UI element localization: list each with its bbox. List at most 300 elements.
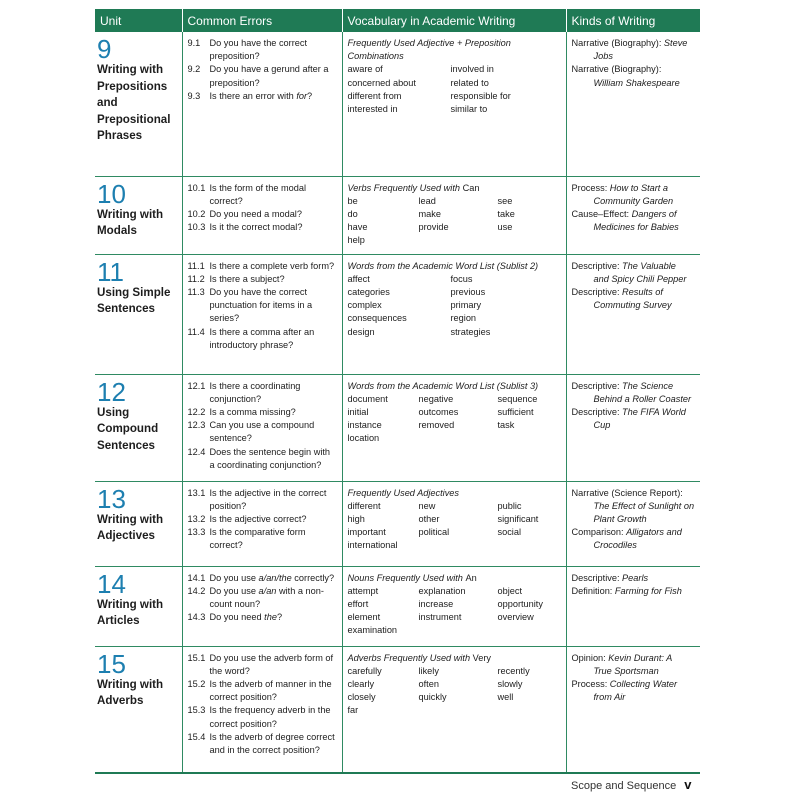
vocabulary-word bbox=[498, 432, 568, 445]
unit-cell bbox=[95, 566, 182, 646]
writing-assignment bbox=[572, 63, 697, 89]
writing-title: Collecting Water bbox=[609, 678, 678, 689]
vocabulary-word: focus bbox=[450, 273, 473, 284]
vocabulary-word: complex bbox=[347, 300, 382, 311]
error-item bbox=[188, 526, 338, 552]
footer-section-title: Scope and Sequence bbox=[571, 780, 677, 792]
common-errors-cell bbox=[182, 32, 342, 176]
error-question-emphasis: a/an bbox=[258, 585, 277, 596]
column-header-common-errors: Common Errors bbox=[182, 9, 342, 32]
error-item bbox=[188, 678, 338, 704]
unit-title-line: Articles bbox=[97, 614, 140, 628]
vocabulary-word-list bbox=[348, 500, 562, 553]
error-question-text: Do you have a gerund after a preposition? bbox=[209, 64, 329, 88]
vocabulary-heading bbox=[348, 652, 562, 665]
vocabulary-word: high bbox=[347, 513, 365, 524]
error-question bbox=[210, 380, 338, 406]
vocabulary-word: other bbox=[418, 513, 440, 524]
vocabulary-word: outcomes bbox=[418, 406, 459, 417]
vocabulary-word: location bbox=[347, 433, 380, 444]
error-question-text: Is the adverb of manner in the correct position? bbox=[209, 678, 332, 703]
vocabulary-word bbox=[419, 624, 498, 637]
kinds-of-writing-cell bbox=[566, 254, 700, 374]
error-question-text: Do you need bbox=[209, 612, 265, 623]
vocabulary-word: document bbox=[347, 393, 388, 404]
unit-number: 12 bbox=[97, 376, 126, 407]
vocabulary-heading-text: Words from the Academic Word List (Sublist 2) bbox=[347, 260, 539, 271]
error-question bbox=[210, 652, 338, 678]
error-item bbox=[188, 208, 338, 221]
unit-title-line: Prepositional bbox=[97, 112, 171, 126]
writing-assignment bbox=[572, 380, 697, 406]
unit-title-line: and bbox=[97, 96, 118, 110]
error-item bbox=[188, 704, 338, 730]
error-item bbox=[188, 487, 338, 513]
error-question bbox=[210, 63, 338, 89]
error-number: 14.2 bbox=[187, 585, 206, 596]
error-question-emphasis: for bbox=[296, 90, 308, 101]
table-body bbox=[95, 32, 700, 773]
error-number: 10.1 bbox=[187, 182, 206, 193]
table-row bbox=[95, 481, 700, 566]
vocabulary-word bbox=[419, 539, 498, 552]
error-item bbox=[188, 63, 338, 89]
vocabulary-word: closely bbox=[347, 692, 376, 703]
error-item bbox=[188, 260, 338, 273]
vocabulary-word: provide bbox=[418, 222, 449, 233]
error-question-text: Does the sentence begin with a coordinating conjunction? bbox=[209, 446, 331, 470]
vocabulary-word: primary bbox=[450, 300, 482, 311]
vocabulary-heading-text: Adverbs Frequently Used with bbox=[347, 652, 473, 663]
writing-title: Kevin Durant: A bbox=[608, 652, 673, 663]
vocabulary-heading-text: Frequently Used Adjective + Preposition Combinations bbox=[347, 38, 511, 62]
error-item bbox=[188, 182, 338, 208]
error-item bbox=[188, 221, 338, 234]
error-item bbox=[188, 286, 338, 326]
error-question bbox=[210, 419, 338, 445]
error-item bbox=[188, 513, 338, 526]
vocabulary-word: region bbox=[450, 313, 477, 324]
writing-type-label: Process: bbox=[571, 678, 610, 689]
vocabulary-word: instance bbox=[347, 420, 382, 431]
unit-title-line: Compound bbox=[97, 422, 159, 436]
error-question bbox=[210, 446, 338, 472]
vocabulary-word: initial bbox=[347, 406, 369, 417]
writing-assignment bbox=[572, 678, 697, 704]
writing-type-label: Cause–Effect: bbox=[571, 208, 632, 219]
writing-type-label: Opinion: bbox=[571, 652, 609, 663]
vocabulary-word: do bbox=[347, 208, 358, 219]
unit-title-line: Using bbox=[97, 405, 130, 419]
error-question-text: Is there a subject? bbox=[209, 273, 285, 284]
writing-title: The Valuable bbox=[622, 260, 676, 271]
error-number: 11.3 bbox=[187, 286, 205, 297]
vocabulary-word: take bbox=[497, 208, 515, 219]
vocabulary-word bbox=[419, 234, 498, 247]
writing-type-label: Process: bbox=[571, 182, 610, 193]
writing-title-continued: from Air bbox=[593, 692, 626, 703]
vocabulary-word-list bbox=[348, 273, 562, 339]
vocabulary-cell bbox=[342, 646, 566, 773]
error-question bbox=[210, 406, 338, 419]
error-question bbox=[210, 90, 338, 103]
common-errors-cell bbox=[182, 566, 342, 646]
writing-assignment bbox=[572, 526, 697, 552]
vocabulary-word: recently bbox=[497, 665, 530, 676]
writing-title-continued: Medicines for Babies bbox=[593, 222, 679, 233]
writing-title-continued: William Shakespeare bbox=[593, 77, 680, 88]
vocabulary-heading bbox=[348, 260, 562, 273]
vocabulary-word: public bbox=[497, 500, 522, 511]
error-question bbox=[210, 611, 338, 624]
vocabulary-word: object bbox=[497, 585, 523, 596]
vocabulary-word: concerned about bbox=[347, 77, 416, 88]
error-question-emphasis: a/an/the bbox=[258, 572, 292, 583]
vocabulary-word: often bbox=[418, 678, 439, 689]
error-item bbox=[188, 380, 338, 406]
vocabulary-word: explanation bbox=[418, 585, 466, 596]
vocabulary-word: quickly bbox=[418, 692, 447, 703]
writing-title-continued: Crocodiles bbox=[593, 540, 637, 551]
vocabulary-cell bbox=[342, 32, 566, 176]
vocabulary-cell bbox=[342, 481, 566, 566]
vocabulary-word: well bbox=[497, 692, 514, 703]
error-question-text: Do you use bbox=[209, 585, 259, 596]
unit-cell bbox=[95, 481, 182, 566]
vocabulary-word: overview bbox=[497, 612, 534, 623]
unit-cell bbox=[95, 176, 182, 254]
kinds-of-writing-cell bbox=[566, 481, 700, 566]
vocabulary-word: categories bbox=[347, 286, 390, 297]
unit-cell bbox=[95, 32, 182, 176]
vocabulary-heading bbox=[348, 182, 562, 195]
writing-title: Dangers of bbox=[631, 208, 677, 219]
writing-type-label: Descriptive: bbox=[571, 380, 623, 391]
vocabulary-heading-text: Words from the Academic Word List (Sublist 3) bbox=[347, 380, 539, 391]
error-question bbox=[210, 678, 338, 704]
error-question-text: Is there a comma after an introductory phrase? bbox=[209, 326, 315, 350]
error-question-text: Can you use a compound sentence? bbox=[209, 420, 315, 444]
vocabulary-word: help bbox=[347, 235, 365, 246]
error-question-text-end: ? bbox=[307, 90, 313, 101]
vocabulary-word: social bbox=[497, 527, 521, 538]
error-question bbox=[210, 286, 338, 326]
page-number: v bbox=[684, 777, 692, 792]
writing-type-label: Narrative (Biography): bbox=[571, 64, 662, 75]
table-header-row bbox=[95, 9, 700, 32]
error-number: 14.1 bbox=[187, 572, 206, 583]
table-row bbox=[95, 374, 700, 481]
error-question-text: Is the adjective correct? bbox=[209, 513, 307, 524]
error-question bbox=[210, 221, 338, 234]
writing-type-label: Descriptive: bbox=[571, 286, 623, 297]
unit-title-line: Writing with bbox=[97, 63, 164, 76]
error-question-text-end: with a non-count noun? bbox=[209, 585, 324, 609]
vocabulary-word: instrument bbox=[418, 612, 462, 623]
writing-title: The FIFA World bbox=[622, 406, 686, 417]
error-question bbox=[210, 585, 338, 611]
unit-number: 13 bbox=[97, 483, 126, 514]
error-question-emphasis: the bbox=[264, 612, 277, 623]
vocabulary-word: different from bbox=[347, 90, 402, 101]
error-question-text-end: correctly? bbox=[291, 572, 335, 583]
vocabulary-word-list bbox=[348, 63, 562, 116]
writing-title-continued: The Effect of Sunlight on Plant Growth bbox=[593, 500, 695, 524]
vocabulary-word: interested in bbox=[347, 104, 398, 115]
error-number: 12.3 bbox=[187, 420, 206, 431]
vocabulary-cell bbox=[342, 254, 566, 374]
error-question-text: Is the adjective in the correct position? bbox=[209, 487, 327, 511]
error-question-text: Is there an error with bbox=[209, 90, 297, 101]
vocabulary-word: far bbox=[347, 705, 359, 716]
unit-number: 10 bbox=[97, 178, 126, 209]
writing-type-label: Narrative (Biography): bbox=[571, 38, 664, 48]
error-number: 10.2 bbox=[187, 208, 206, 219]
table-row bbox=[95, 566, 700, 646]
common-errors-cell bbox=[182, 254, 342, 374]
writing-title-continued: True Sportsman bbox=[593, 665, 659, 676]
writing-assignment bbox=[572, 260, 697, 286]
error-question-text: Is the comparative form correct? bbox=[209, 527, 306, 551]
vocabulary-word: international bbox=[347, 540, 398, 551]
table-row bbox=[95, 176, 700, 254]
error-number: 11.4 bbox=[187, 326, 205, 337]
vocabulary-cell bbox=[342, 176, 566, 254]
unit-title-line: Prepositions bbox=[97, 79, 168, 93]
vocabulary-word bbox=[498, 539, 568, 552]
writing-title-continued: and Spicy Chili Pepper bbox=[593, 273, 687, 284]
vocabulary-word: design bbox=[347, 326, 375, 337]
vocabulary-word-list bbox=[348, 195, 562, 248]
vocabulary-word: clearly bbox=[347, 678, 375, 689]
vocabulary-word: slowly bbox=[497, 678, 523, 689]
error-number: 11.1 bbox=[187, 260, 205, 271]
writing-type-label: Descriptive: bbox=[571, 572, 623, 583]
error-question bbox=[210, 731, 338, 757]
error-question-text: Is a comma missing? bbox=[209, 406, 296, 417]
error-number: 15.2 bbox=[187, 678, 206, 689]
error-number: 13.3 bbox=[187, 527, 206, 538]
error-item bbox=[188, 90, 338, 103]
common-errors-cell bbox=[182, 481, 342, 566]
table-row bbox=[95, 254, 700, 374]
unit-number: 15 bbox=[97, 648, 126, 679]
writing-type-label: Descriptive: bbox=[571, 406, 623, 417]
vocabulary-word: carefully bbox=[347, 665, 382, 676]
unit-title-line: Using Simple bbox=[97, 285, 171, 299]
table-row bbox=[95, 32, 700, 176]
error-item bbox=[188, 37, 338, 63]
unit-title-line: Adverbs bbox=[97, 694, 144, 708]
writing-title-continued: Commuting Survey bbox=[593, 300, 672, 311]
vocabulary-word: use bbox=[497, 222, 513, 233]
vocabulary-word-list bbox=[348, 585, 562, 638]
writing-title: Pearls bbox=[622, 572, 649, 583]
vocabulary-heading bbox=[348, 572, 562, 585]
error-number: 13.2 bbox=[187, 513, 206, 524]
vocabulary-word: element bbox=[347, 612, 381, 623]
unit-title-line: Writing with bbox=[97, 512, 164, 526]
error-question bbox=[210, 704, 338, 730]
vocabulary-word: sequence bbox=[497, 393, 538, 404]
unit-title-line: Sentences bbox=[97, 438, 155, 452]
column-header-unit: Unit bbox=[95, 9, 182, 32]
vocabulary-word: have bbox=[347, 222, 368, 233]
error-number: 15.1 bbox=[187, 652, 206, 663]
writing-title: Steve bbox=[663, 38, 688, 48]
error-item bbox=[188, 446, 338, 472]
error-number: 9.1 bbox=[187, 38, 201, 48]
error-question bbox=[210, 526, 338, 552]
column-header-kinds-of-writing: Kinds of Writing bbox=[566, 9, 700, 32]
vocabulary-word: be bbox=[347, 195, 358, 206]
writing-type-label: Definition: bbox=[571, 585, 615, 596]
error-question bbox=[210, 37, 338, 63]
writing-title: Alligators and bbox=[626, 527, 682, 538]
writing-title-continued: Behind a Roller Coaster bbox=[593, 393, 692, 404]
error-number: 12.2 bbox=[187, 406, 206, 417]
vocabulary-cell bbox=[342, 374, 566, 481]
writing-type-label: Narrative (Science Report): bbox=[571, 487, 683, 498]
error-number: 15.4 bbox=[187, 731, 206, 742]
error-question bbox=[210, 208, 338, 221]
vocabulary-word: see bbox=[497, 195, 513, 206]
vocabulary-word: significant bbox=[497, 513, 539, 524]
common-errors-cell bbox=[182, 646, 342, 773]
vocabulary-word-list bbox=[348, 393, 562, 446]
writing-assignment bbox=[572, 37, 697, 63]
vocabulary-heading-keyword: Can bbox=[462, 182, 480, 193]
kinds-of-writing-cell bbox=[566, 374, 700, 481]
vocabulary-word: removed bbox=[418, 420, 455, 431]
unit-title-line: Modals bbox=[97, 224, 137, 238]
vocabulary-word bbox=[498, 234, 568, 247]
writing-assignment bbox=[572, 406, 697, 432]
vocabulary-word: opportunity bbox=[497, 598, 543, 609]
vocabulary-word: previous bbox=[450, 286, 486, 297]
error-question-text: Is the frequency adverb in the correct position? bbox=[209, 705, 331, 729]
unit-title-line: Writing with bbox=[97, 597, 164, 611]
vocabulary-word bbox=[498, 704, 568, 717]
vocabulary-word: consequences bbox=[347, 313, 407, 324]
writing-assignment bbox=[572, 585, 697, 598]
error-question-text: Do you have the correct preposition? bbox=[209, 38, 308, 62]
vocabulary-word: negative bbox=[418, 393, 454, 404]
vocabulary-word: effort bbox=[347, 598, 369, 609]
vocabulary-word: involved in bbox=[450, 64, 494, 75]
unit-number: 14 bbox=[97, 568, 126, 599]
error-question bbox=[210, 182, 338, 208]
vocabulary-word-list bbox=[348, 665, 562, 718]
vocabulary-heading-keyword: An bbox=[465, 572, 477, 583]
vocabulary-word: likely bbox=[418, 665, 439, 676]
error-item bbox=[188, 585, 338, 611]
writing-type-label: Comparison: bbox=[571, 527, 627, 538]
kinds-of-writing-cell bbox=[566, 32, 700, 176]
error-question bbox=[210, 326, 338, 352]
vocabulary-word bbox=[498, 624, 568, 637]
vocabulary-heading bbox=[348, 487, 562, 500]
vocabulary-word: different bbox=[347, 500, 381, 511]
writing-assignment bbox=[572, 208, 697, 234]
unit-title-line: Writing with bbox=[97, 207, 164, 221]
vocabulary-word bbox=[419, 704, 498, 717]
vocabulary-heading-text: Frequently Used Adjectives bbox=[347, 487, 459, 498]
vocabulary-cell bbox=[342, 566, 566, 646]
vocabulary-heading-text: Nouns Frequently Used with bbox=[347, 572, 466, 583]
error-item bbox=[188, 652, 338, 678]
common-errors-cell bbox=[182, 374, 342, 481]
error-question-text: Do you need a modal? bbox=[209, 208, 302, 219]
vocabulary-word: related to bbox=[450, 77, 489, 88]
unit-number: 11 bbox=[97, 256, 124, 287]
vocabulary-word: aware of bbox=[347, 64, 383, 75]
error-question-text: Is it the correct modal? bbox=[209, 222, 303, 233]
writing-type-label: Descriptive: bbox=[571, 260, 623, 271]
error-item bbox=[188, 419, 338, 445]
vocabulary-word: attempt bbox=[347, 585, 379, 596]
column-header-vocabulary: Vocabulary in Academic Writing bbox=[342, 9, 566, 32]
vocabulary-word: new bbox=[418, 500, 436, 511]
writing-title: How to Start a bbox=[609, 182, 669, 193]
vocabulary-heading bbox=[348, 37, 562, 63]
unit-number: 9 bbox=[97, 34, 112, 64]
writing-assignment bbox=[572, 182, 697, 208]
error-question-text-end: ? bbox=[276, 612, 283, 623]
vocabulary-word: examination bbox=[347, 625, 398, 636]
vocabulary-heading-text: Verbs Frequently Used with bbox=[347, 182, 463, 193]
error-number: 12.1 bbox=[187, 380, 206, 391]
error-item bbox=[188, 572, 338, 585]
error-item bbox=[188, 326, 338, 352]
error-number: 14.3 bbox=[187, 612, 206, 623]
vocabulary-word: increase bbox=[418, 598, 454, 609]
error-number: 12.4 bbox=[187, 446, 206, 457]
vocabulary-word: task bbox=[497, 420, 515, 431]
scope-and-sequence-table bbox=[95, 9, 700, 774]
vocabulary-word: affect bbox=[347, 273, 370, 284]
error-item bbox=[188, 406, 338, 419]
error-question bbox=[210, 273, 338, 286]
vocabulary-word: lead bbox=[418, 195, 436, 206]
error-question bbox=[210, 487, 338, 513]
writing-title: Results of bbox=[622, 286, 663, 297]
error-question-text: Do you use bbox=[209, 572, 259, 583]
common-errors-cell bbox=[182, 176, 342, 254]
error-number: 15.3 bbox=[187, 705, 206, 716]
vocabulary-word: strategies bbox=[450, 326, 491, 337]
writing-title-continued: Jobs bbox=[593, 51, 613, 62]
writing-assignment bbox=[572, 572, 697, 585]
table-row bbox=[95, 646, 700, 773]
error-question-text: Do you use the adverb form of the word? bbox=[209, 652, 334, 676]
vocabulary-word bbox=[419, 432, 498, 445]
error-number: 9.3 bbox=[187, 90, 201, 101]
error-question-text: Is there a coordinating conjunction? bbox=[209, 380, 301, 404]
unit-cell bbox=[95, 374, 182, 481]
error-number: 9.2 bbox=[187, 64, 201, 75]
writing-title-continued: Cup bbox=[593, 420, 611, 431]
vocabulary-word: important bbox=[347, 527, 386, 538]
error-question bbox=[210, 513, 338, 526]
kinds-of-writing-cell bbox=[566, 646, 700, 773]
error-number: 13.1 bbox=[187, 487, 206, 498]
vocabulary-heading-keyword: Very bbox=[472, 652, 491, 663]
error-question bbox=[210, 572, 338, 585]
page-footer bbox=[571, 777, 691, 792]
writing-assignment bbox=[572, 652, 697, 678]
error-item bbox=[188, 273, 338, 286]
